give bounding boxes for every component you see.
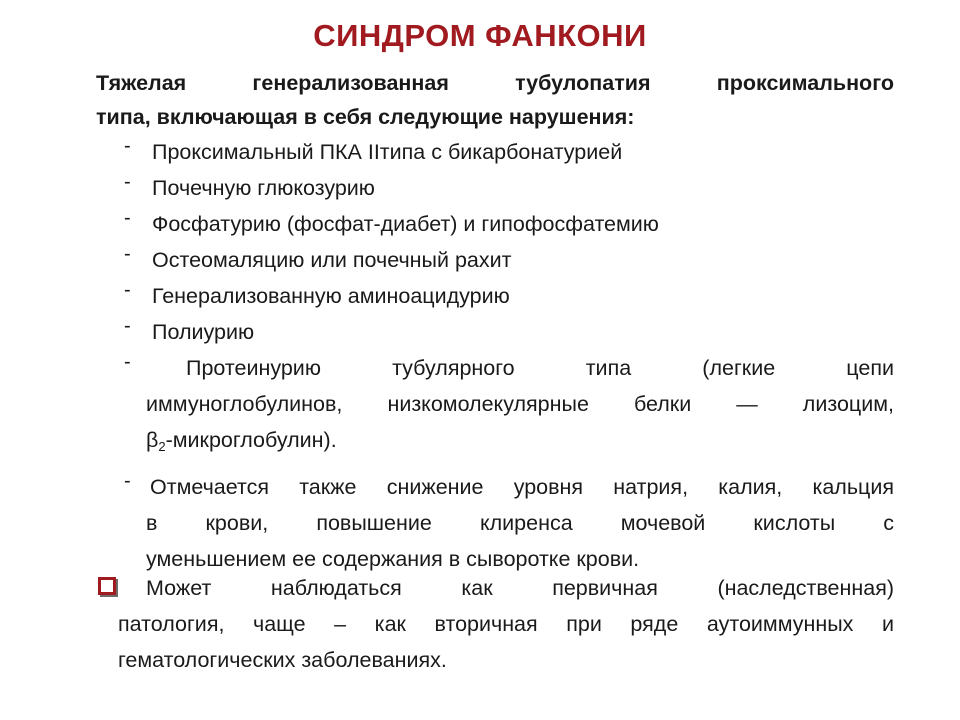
list-item-proteinuria xyxy=(96,350,894,465)
electrolytes-line-1: Отмечается также снижение уровня натрия, калия, кальция xyxy=(150,475,894,499)
list-item-text: Полиурию xyxy=(152,320,255,344)
bottom-text xyxy=(96,570,894,678)
bottom-line-3: гематологических заболеваниях. xyxy=(118,648,447,672)
slide-title: СИНДРОМ ФАНКОНИ xyxy=(313,18,647,53)
dash-icon: - xyxy=(124,470,131,492)
beta-symbol: β xyxy=(146,428,159,452)
proteinuria-line-3-text: -микроглобулин). xyxy=(165,428,337,452)
list-item-text: Фосфатурию (фосфат-диабет) и гипофосфатемию xyxy=(152,212,659,236)
list-item-text: Почечную глюкозурию xyxy=(152,176,375,200)
bottom-line-1: Может наблюдаться как первичная (наследственная) xyxy=(146,576,894,600)
dash-icon: - xyxy=(124,279,131,301)
dash-icon: - xyxy=(124,243,131,265)
list-item-text: Проксимальный ПКА IIтипа с бикарбонатурией xyxy=(152,140,623,164)
checkbox-bullet-icon xyxy=(98,577,116,595)
beta-subscript: 2 xyxy=(158,439,166,454)
list-item xyxy=(96,206,894,242)
list-item-electrolytes xyxy=(96,469,894,577)
electrolytes-line-2: в крови, повышение клиренса мочевой кислоты с xyxy=(146,511,894,535)
dash-icon: - xyxy=(124,315,131,337)
list-item xyxy=(96,134,894,170)
bottom-paragraph xyxy=(96,570,894,678)
bottom-line-2: патология, чаще – как вторичная при ряде аутоиммунных и xyxy=(118,612,894,636)
list-item xyxy=(96,170,894,206)
list-item xyxy=(96,278,894,314)
electrolytes-line-3: уменьшением ее содержания в сыворотке крови. xyxy=(146,547,640,571)
dash-icon: - xyxy=(124,171,131,193)
proteinuria-line-1: Протеинурию тубулярного типа (легкие цепи xyxy=(186,356,894,380)
proteinuria-line-3 xyxy=(146,422,894,465)
list-item xyxy=(96,242,894,278)
list-item-text: Генерализованную аминоацидурию xyxy=(152,284,510,308)
intro-line-1: Тяжелая генерализованная тубулопатия проксимального xyxy=(96,71,894,95)
dash-icon: - xyxy=(124,207,131,229)
list-item xyxy=(96,314,894,350)
dash-icon: - xyxy=(124,135,131,157)
list-item-text: Остеомаляцию или почечный рахит xyxy=(152,248,512,272)
dash-icon: - xyxy=(124,351,131,373)
intro-paragraph xyxy=(96,66,894,134)
disorder-list xyxy=(96,134,894,577)
intro-line-2: типа, включающая в себя следующие нарушения: xyxy=(96,105,635,129)
proteinuria-line-2: иммуноглобулинов, низкомолекулярные белки — лизоцим, xyxy=(146,392,894,416)
